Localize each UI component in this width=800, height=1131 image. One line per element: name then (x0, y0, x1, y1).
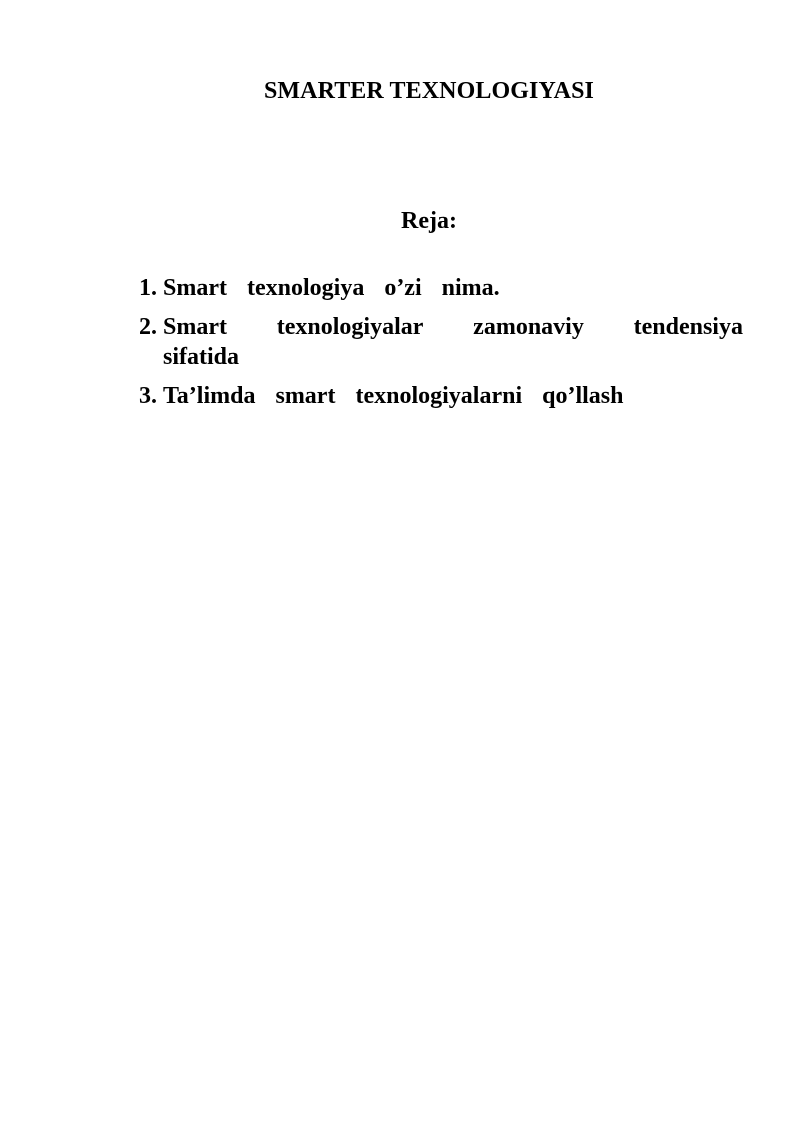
plan-item-word: zamonaviy (473, 314, 584, 340)
plan-heading: Reja: (401, 208, 457, 234)
plan-item-number: 3. (139, 383, 157, 409)
plan-item-text-line (163, 312, 743, 342)
plan-item-1 (139, 273, 743, 303)
plan-item-text (163, 312, 743, 372)
plan-item-word: texnologiyalar (276, 314, 424, 340)
plan-item-number: 1. (139, 275, 157, 301)
plan-item-text-line: sifatida (163, 344, 240, 370)
document-title: SMARTER TEXNOLOGIYASI (263, 78, 594, 104)
plan-list (139, 273, 743, 411)
plan-item-word: Smart (163, 314, 227, 340)
plan-item-3 (139, 381, 743, 411)
plan-item-text: Ta’limda smart texnologiyalarni qo’llash (163, 383, 624, 409)
plan-item-word: tendensiya (633, 314, 743, 340)
plan-item-number: 2. (139, 314, 157, 340)
plan-item-2 (139, 312, 743, 372)
plan-item-text: Smart texnologiya o’zi nima. (163, 275, 500, 301)
